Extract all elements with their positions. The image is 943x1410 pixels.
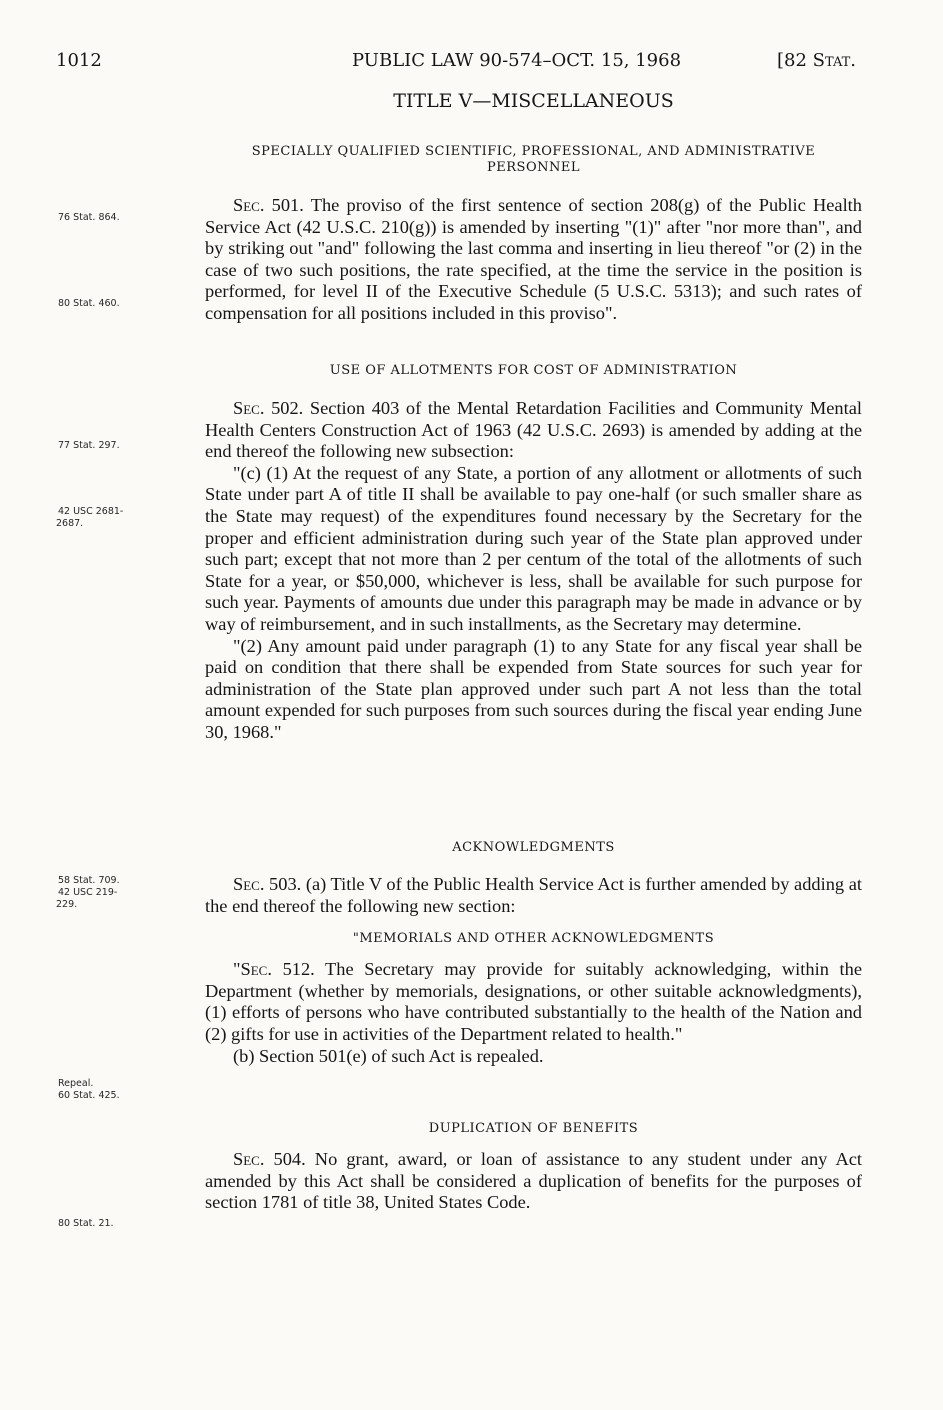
section-text: 512. The Secretary may provide for suitably acknowledging, within the Department (whether by memorials, designations, or other suitable acknowledgments), (1) efforts of persons who have contributed substantially to the health of the Nation and (2) gifts for use in activities of the Department related to health." (205, 959, 862, 1044)
section-504 (205, 1121, 862, 1214)
section-501-heading: SPECIALLY QUALIFIED SCIENTIFIC, PROFESSIONAL, AND ADMINISTRATIVE PERSONNEL (251, 144, 816, 175)
section-label: Sec. (233, 195, 265, 215)
section-502-heading: USE OF ALLOTMENTS FOR COST OF ADMINISTRATION (329, 363, 738, 378)
section-label: "Sec. (233, 959, 272, 980)
section-503-body (205, 874, 862, 917)
section-501 (205, 144, 862, 325)
section-text: 503. (a) Title V of the Public Health Service Act is further amended by adding at the end thereof the following new section: (205, 874, 862, 916)
section-503-subheading: "MEMORIALS AND OTHER ACKNOWLEDGMENTS (352, 931, 715, 947)
margin-note: Repeal. 60 Stat. 425. (58, 1078, 120, 1101)
section-503-quote (205, 959, 862, 1045)
section-502-para-c1: "(c) (1) At the request of any State, a portion of any allotment or allotments of such State under part A of title II shall be available to pay one-half (or such smaller share as the State may request) of the expenditures found necessary by the Secretary for the proper and efficient administration during such year of the State plan approved under such part; except that not more than 2 per centum of the total of the allotments of such State for a year, or $50,000, whichever is less, shall be available for such purpose for such year. Payments of amounts due under this paragraph may be made in advance or by way of reimbursement, and in such installments, as the Secretary may determine. (205, 462, 862, 634)
section-503 (205, 840, 862, 1067)
section-504-heading: DUPLICATION OF BENEFITS (428, 1121, 639, 1136)
margin-note: 80 Stat. 21. (58, 1218, 114, 1229)
section-502 (205, 363, 862, 744)
section-label: Sec. (233, 874, 265, 894)
section-501-body (205, 195, 862, 325)
section-503-para-b: (b) Section 501(e) of such Act is repealed. (233, 1045, 544, 1066)
section-text: 501. The proviso of the first sentence of section 208(g) of the Public Health Service Act (42 U.S.C. 210(g)) is amended by inserting "(1)" after "nor more than", and by striking out "and" following the last comma and inserting in lieu thereof "or (2) in the case of two such positions, the rate specified, at the time the service in the position is performed, for level II of the Executive Schedule (5 U.S.C. 5313); and such rates of compensation for all positions included in this proviso". (205, 195, 862, 323)
section-504-body (205, 1149, 862, 1214)
margin-note: 77 Stat. 297. (58, 440, 120, 451)
volume-reference: [82 Stat. (777, 50, 857, 71)
section-text: 504. No grant, award, or loan of assistance to any student under any Act amended by this Act shall be considered a duplication of benefits for the purposes of section 1781 of title 38, United States Code. (205, 1149, 862, 1213)
margin-note: 80 Stat. 460. (58, 298, 120, 309)
section-text: 502. Section 403 of the Mental Retardation Facilities and Community Mental Health Centers Construction Act of 1963 (42 U.S.C. 2693) is amended by adding at the end thereof the following new subsection: (205, 398, 862, 462)
section-502-para-2: "(2) Any amount paid under paragraph (1) to any State for any fiscal year shall be paid on condition that there shall be expended from State sources for such year for administration of the State plan approved under such part A not less than the total amount expended for such purposes from such sources during the fiscal year ending June 30, 1968." (205, 635, 862, 742)
margin-note: 58 Stat. 709. 42 USC 219- 229. (56, 875, 120, 910)
margin-note: 76 Stat. 864. (58, 212, 120, 223)
title-heading: TITLE V—MISCELLANEOUS (393, 90, 674, 112)
section-label: Sec. (233, 398, 265, 418)
section-502-body (205, 398, 862, 463)
section-label: Sec. (233, 1149, 265, 1169)
running-header: PUBLIC LAW 90-574–OCT. 15, 1968 (352, 50, 682, 71)
page-number: 1012 (56, 50, 102, 71)
section-503-heading: ACKNOWLEDGMENTS (452, 840, 615, 855)
margin-note: 42 USC 2681- 2687. (56, 506, 124, 529)
